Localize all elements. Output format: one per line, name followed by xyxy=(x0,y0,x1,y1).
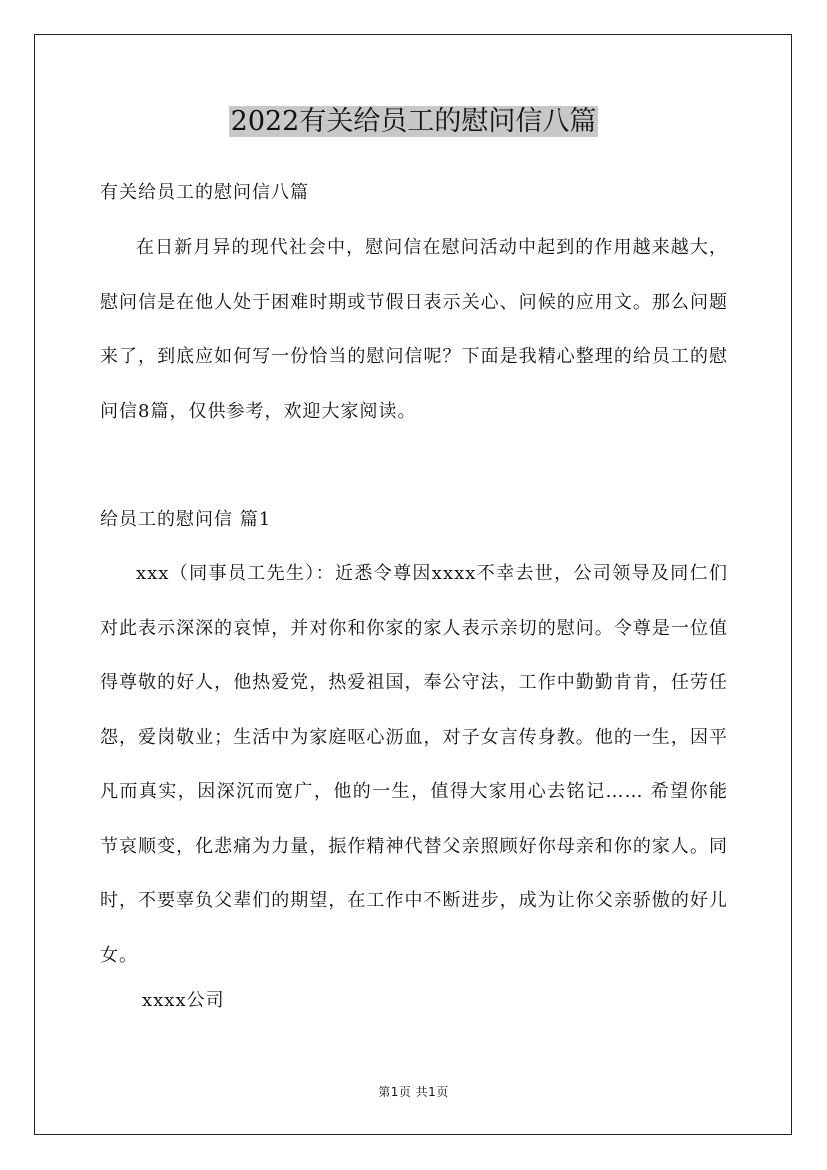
document-title xyxy=(0,100,827,144)
document-subtitle: 有关给员工的慰问信八篇 xyxy=(100,182,309,203)
intro-paragraph: 在日新月异的现代社会中，慰问信在慰问活动中起到的作用越来越大，慰问信是在他人处于困难时期或节假日表示关心、问候的应用文。那么问题来了，到底应如何写一份恰当的慰问信呢？下面是我精心整理的给员工的慰问信8篇，仅供参考，欢迎大家阅读。 xyxy=(100,237,728,422)
document-title-text: 2022有关给员工的慰问信八篇 xyxy=(230,106,597,137)
letter-body-paragraph: xxx（同事员工先生）：近悉令尊因xxxx不幸去世，公司领导及同仁们对此表示深深的哀悼，并对你和你家的家人表示亲切的慰问。令尊是一位值得尊敬的好人，他热爱党，热爱祖国，奉公守法，工作中勤勤肯肯，任劳任怨，爱岗敬业；生活中为家庭呕心沥血，对子女言传身教。他的一生，因平凡而真实，因深沉而宽广，他的一生，值得大家用心去铭记…… 希望你能节哀顺变，化悲痛为力量，振作精神代替父亲照顾好你母亲和你的家人。同时，不要辜负父辈们的期望，在工作中不断进步，成为让你父亲骄傲的好儿女。 xyxy=(100,563,728,966)
letter-signoff: xxxx公司 xyxy=(142,990,225,1011)
page-footer: 第1页 共1页 xyxy=(378,1085,449,1099)
section-heading: 给员工的慰问信 篇1 xyxy=(100,509,272,530)
